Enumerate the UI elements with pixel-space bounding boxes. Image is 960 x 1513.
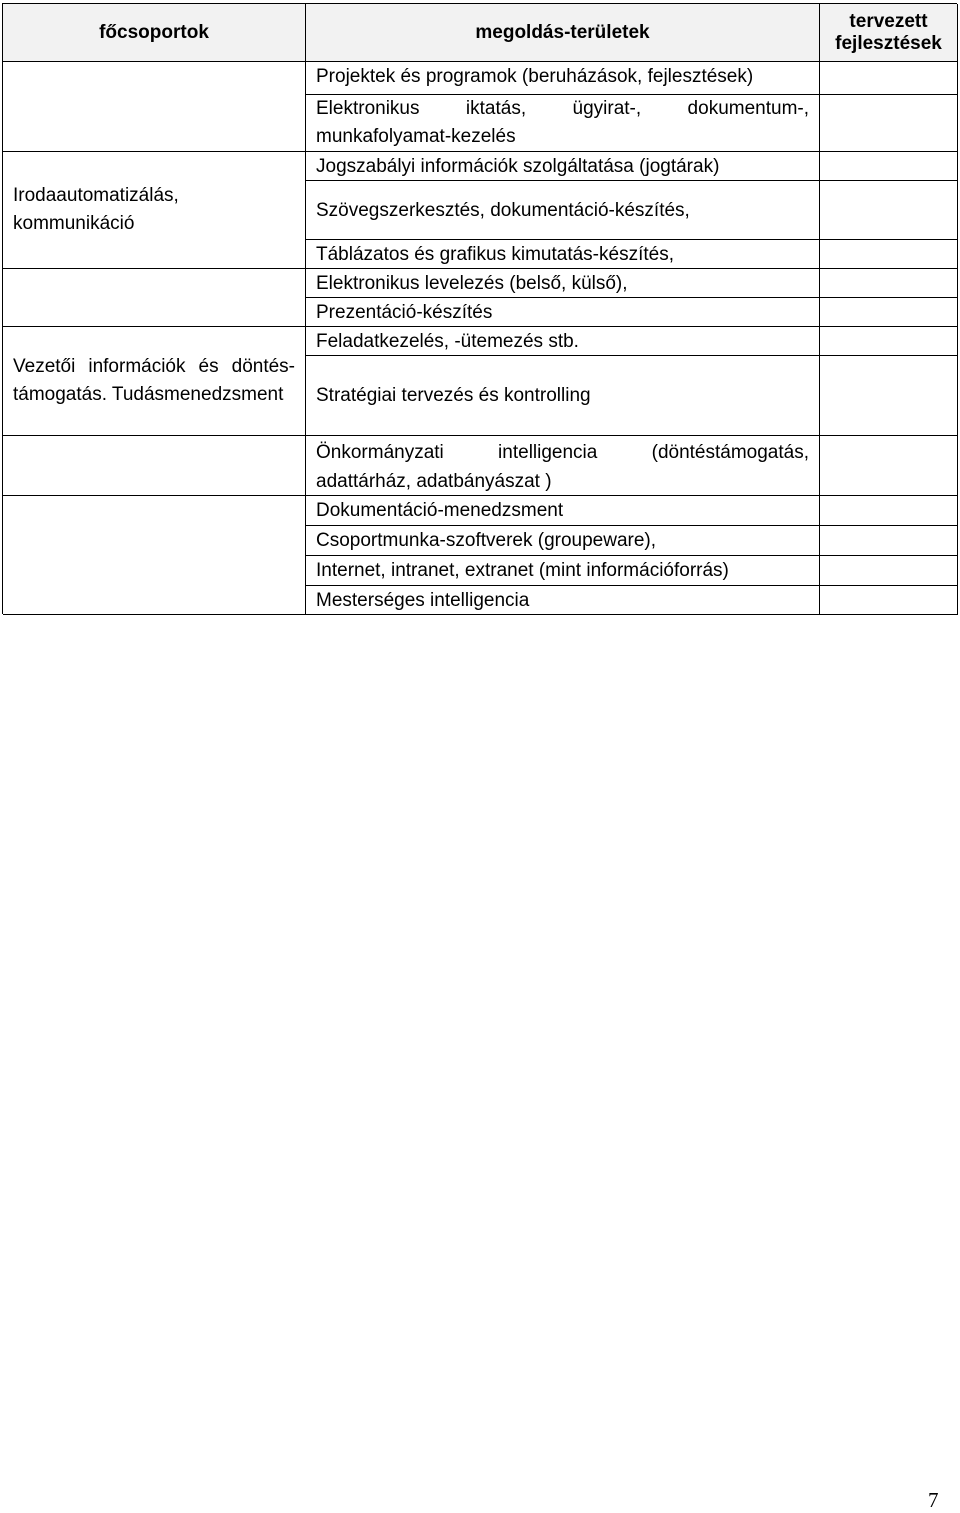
planned-cell — [820, 62, 958, 95]
group-cell-office — [3, 152, 306, 269]
planned-cell — [820, 269, 958, 298]
planned-cell — [820, 526, 958, 556]
header-planned: tervezett fejlesztések — [820, 4, 958, 62]
area-row: Prezentáció-készítés — [306, 298, 820, 327]
group-cell-empty-top — [3, 62, 306, 152]
planned-cell — [820, 240, 958, 269]
area-row: Elektronikus levelezés (belső, külső), — [306, 269, 820, 298]
group-cell-empty-mid — [3, 269, 306, 327]
area-row: Önkormányzati intelligencia (döntéstámogatás, adattárház, adatbányászat ) — [306, 436, 820, 496]
group-cell-empty-last — [3, 496, 306, 615]
area-row: Jogszabályi információk szolgáltatása (jogtárak) — [306, 152, 820, 181]
area-row: Csoportmunka-szoftverek (groupeware), — [306, 526, 820, 556]
group-label: Irodaautomatizálás, kommunikáció — [13, 185, 179, 234]
group-cell-empty-bottom — [3, 436, 306, 496]
page-number: 7 — [928, 1488, 939, 1512]
area-row: Projektek és programok (beruházások, fejlesztések) — [306, 62, 820, 95]
planned-cell — [820, 586, 958, 615]
planned-cell — [820, 298, 958, 327]
header-group: főcsoportok — [3, 4, 306, 62]
planned-cell — [820, 181, 958, 240]
area-row: Mesterséges intelligencia — [306, 586, 820, 615]
area-row: Szövegszerkesztés, dokumentáció-készítés, — [306, 181, 820, 240]
solutions-table — [2, 3, 957, 614]
area-row: Dokumentáció-menedzsment — [306, 496, 820, 526]
group-label: Vezetői információk és döntés-támogatás. Tudásmenedzsment — [13, 356, 295, 405]
header-area: megoldás-területek — [306, 4, 820, 62]
group-cell-management — [3, 327, 306, 436]
planned-cell — [820, 95, 958, 152]
area-row: Stratégiai tervezés és kontrolling — [306, 356, 820, 436]
planned-cell — [820, 556, 958, 586]
area-row: Internet, intranet, extranet (mint információforrás) — [306, 556, 820, 586]
planned-cell — [820, 327, 958, 356]
planned-cell — [820, 356, 958, 436]
area-row: Táblázatos és grafikus kimutatás-készítés, — [306, 240, 820, 269]
planned-cell — [820, 436, 958, 496]
area-row: Feladatkezelés, -ütemezés stb. — [306, 327, 820, 356]
planned-cell — [820, 152, 958, 181]
planned-cell — [820, 496, 958, 526]
area-row: Elektronikus iktatás, ügyirat-, dokumentum-, munkafolyamat-kezelés — [306, 95, 820, 152]
